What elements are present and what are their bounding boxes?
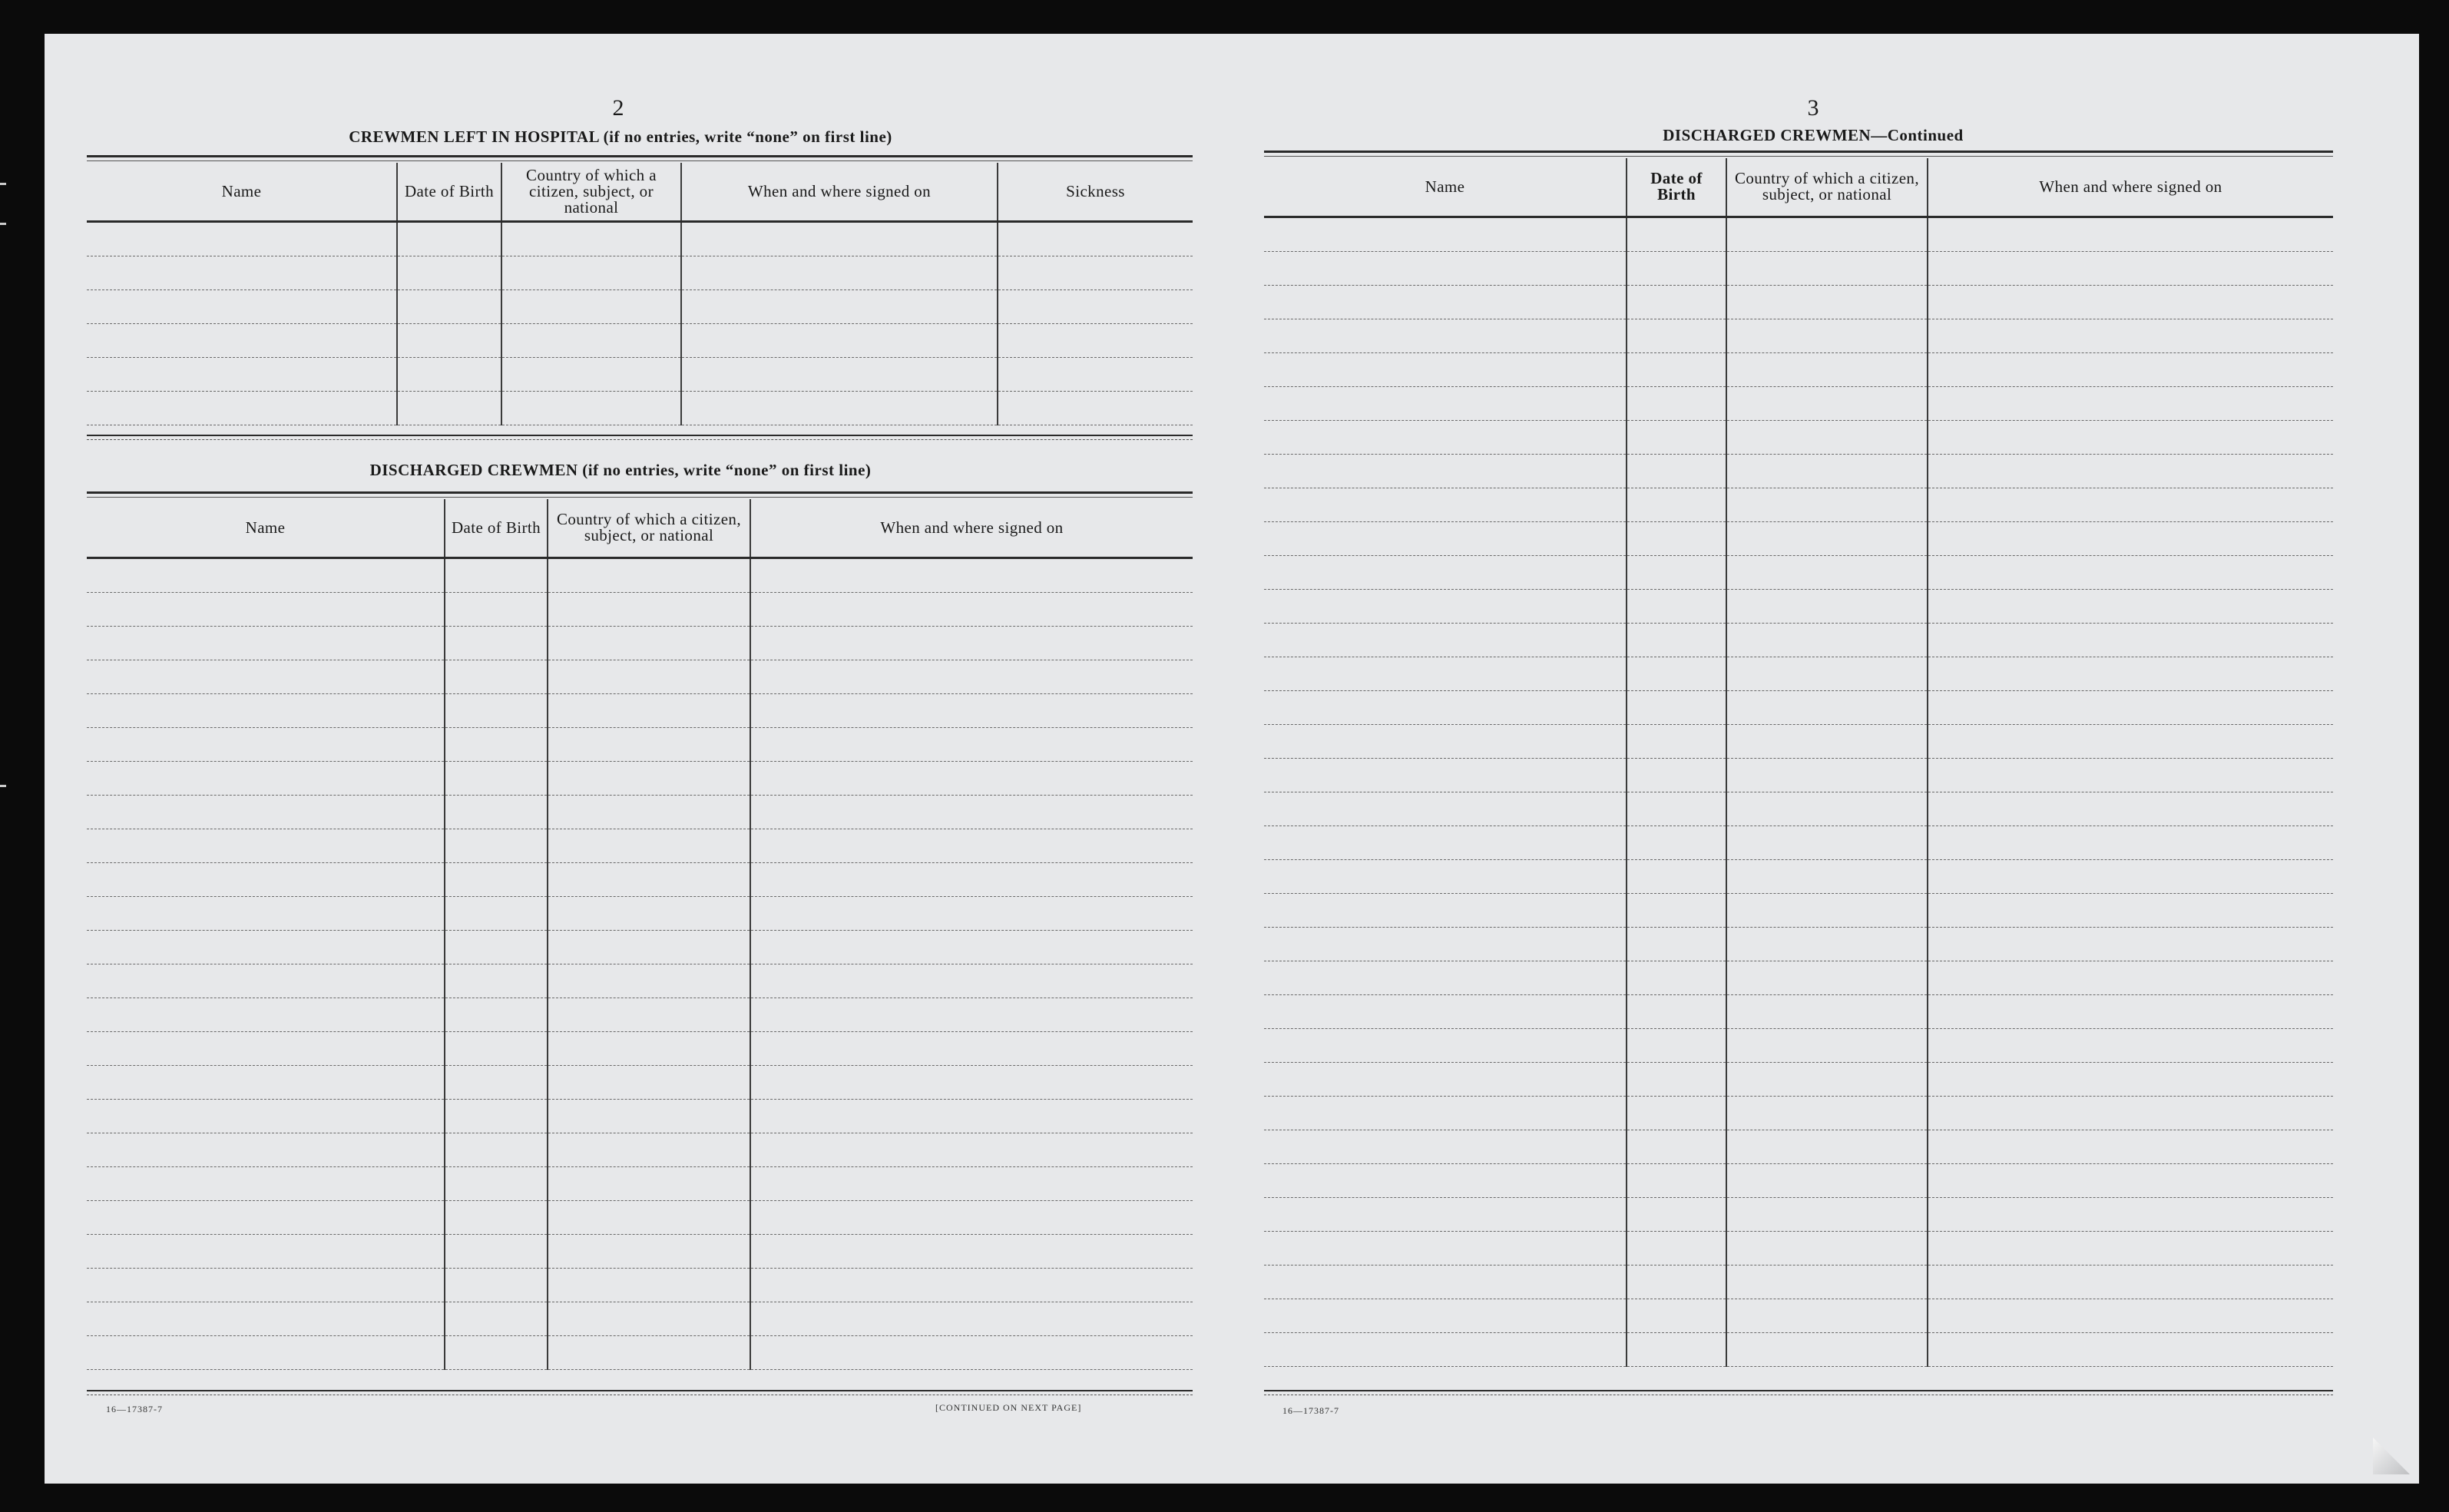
table-row[interactable] — [1264, 555, 2333, 589]
table-row[interactable] — [1264, 825, 2333, 859]
table-row[interactable] — [1264, 352, 2333, 386]
table-row[interactable] — [87, 727, 1193, 761]
table-row[interactable] — [1264, 994, 2333, 1028]
table-row[interactable] — [87, 964, 1193, 998]
table-row[interactable] — [1264, 657, 2333, 690]
table-row[interactable] — [1264, 859, 2333, 893]
table-row[interactable] — [87, 323, 1193, 357]
table-row[interactable] — [1264, 1096, 2333, 1130]
table-row[interactable] — [87, 1031, 1193, 1065]
table-row[interactable] — [1264, 927, 2333, 961]
col-header-country: Country of which a citizen, subject, or national — [501, 163, 681, 221]
table-row[interactable] — [1264, 623, 2333, 657]
table-row[interactable] — [1264, 454, 2333, 488]
discharged-continued-title: DISCHARGED CREWMEN—Continued — [1663, 126, 1964, 144]
hospital-table — [87, 163, 1193, 425]
table-row[interactable] — [1264, 217, 2333, 251]
col-header-country: Country of which a citizen, subject, or national — [548, 499, 750, 557]
table-row[interactable] — [1264, 1163, 2333, 1197]
table-row[interactable] — [87, 1166, 1193, 1200]
table-row[interactable] — [87, 896, 1193, 930]
table-row[interactable] — [1264, 488, 2333, 521]
table-row[interactable] — [87, 289, 1193, 323]
col-header-name: Name — [87, 163, 397, 221]
table-row[interactable] — [1264, 1062, 2333, 1096]
table-row[interactable] — [87, 1234, 1193, 1268]
table-row[interactable] — [1264, 319, 2333, 352]
discharged-continued-table — [1264, 158, 2333, 1367]
table-row[interactable] — [1264, 1231, 2333, 1265]
form-code: 16—17387-7 — [1282, 1405, 1339, 1416]
table-row[interactable] — [1264, 961, 2333, 994]
table-row[interactable] — [1264, 724, 2333, 758]
form-code: 16—17387-7 — [106, 1404, 163, 1414]
table-row[interactable] — [87, 221, 1193, 256]
table-row[interactable] — [1264, 690, 2333, 724]
table-row[interactable] — [1264, 792, 2333, 825]
col-header-sickness: Sickness — [998, 163, 1193, 221]
col-header-name: Name — [1264, 158, 1627, 217]
table-row[interactable] — [87, 930, 1193, 964]
table-row[interactable] — [87, 795, 1193, 829]
table-row[interactable] — [87, 1335, 1193, 1369]
table-row[interactable] — [87, 1268, 1193, 1302]
table-row[interactable] — [1264, 1265, 2333, 1299]
col-header-dob: Date of Birth — [445, 499, 548, 557]
table-row[interactable] — [1264, 589, 2333, 623]
table-row[interactable] — [1264, 758, 2333, 792]
table-row[interactable] — [87, 660, 1193, 693]
table-row[interactable] — [1264, 1332, 2333, 1366]
col-header-name: Name — [87, 499, 445, 557]
table-row[interactable] — [87, 557, 1193, 592]
hospital-section-title: CREWMEN LEFT IN HOSPITAL (if no entries, write “none” on first line) — [349, 127, 892, 146]
table-row[interactable] — [1264, 420, 2333, 454]
col-header-signed-on: When and where signed on — [1928, 158, 2333, 217]
table-row[interactable] — [87, 693, 1193, 727]
table-row[interactable] — [1264, 1197, 2333, 1231]
table-row[interactable] — [1264, 893, 2333, 927]
table-row[interactable] — [1264, 386, 2333, 420]
col-header-country: Country of which a citizen, subject, or national — [1726, 158, 1928, 217]
col-header-dob: Date of Birth — [1627, 158, 1726, 217]
right-page — [1227, 34, 2419, 1484]
table-row[interactable] — [1264, 521, 2333, 555]
table-row[interactable] — [87, 256, 1193, 289]
discharged-section-title: DISCHARGED CREWMEN (if no entries, write “none” on first line) — [369, 461, 872, 479]
table-row[interactable] — [87, 626, 1193, 660]
col-header-signed-on: When and where signed on — [681, 163, 998, 221]
table-row[interactable] — [87, 829, 1193, 862]
table-row[interactable] — [1264, 1299, 2333, 1332]
left-page — [45, 34, 1220, 1484]
col-header-dob: Date of Birth — [397, 163, 501, 221]
table-row[interactable] — [1264, 1130, 2333, 1163]
discharged-table — [87, 499, 1193, 1370]
table-row[interactable] — [87, 761, 1193, 795]
table-row[interactable] — [87, 862, 1193, 896]
col-header-signed-on: When and where signed on — [750, 499, 1193, 557]
table-row[interactable] — [1264, 251, 2333, 285]
continued-note: [CONTINUED ON NEXT PAGE] — [935, 1402, 1082, 1413]
table-row[interactable] — [87, 1302, 1193, 1335]
table-row[interactable] — [87, 592, 1193, 626]
table-row[interactable] — [87, 1200, 1193, 1234]
table-row[interactable] — [87, 391, 1193, 425]
page-number: 2 — [612, 95, 624, 121]
form-sheet — [45, 34, 2419, 1484]
table-row[interactable] — [87, 998, 1193, 1031]
table-row[interactable] — [87, 357, 1193, 391]
table-row[interactable] — [87, 1065, 1193, 1099]
table-row[interactable] — [1264, 285, 2333, 319]
table-row[interactable] — [87, 1099, 1193, 1133]
table-row[interactable] — [87, 1133, 1193, 1166]
page-number: 3 — [1807, 95, 1819, 121]
table-row[interactable] — [1264, 1028, 2333, 1062]
